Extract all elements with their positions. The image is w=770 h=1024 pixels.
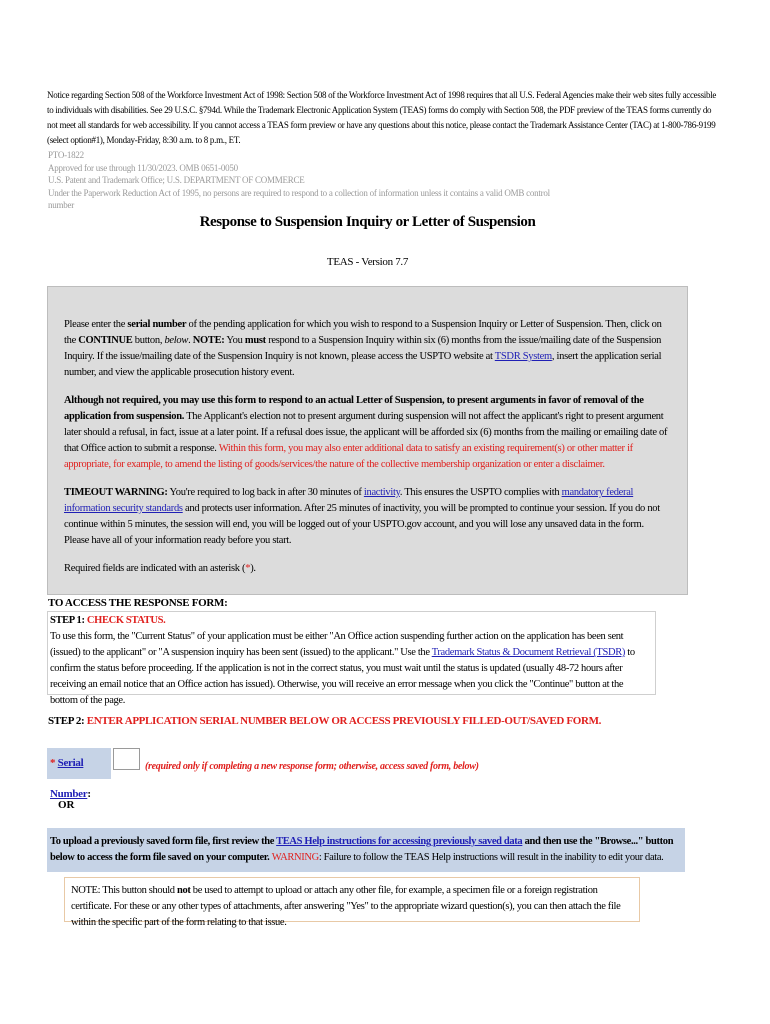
security-standards-link[interactable]: mandatory federal information security standards (64, 487, 634, 514)
serial-number-row (47, 748, 479, 800)
paperwork-notice: Under the Paperwork Reduction Act of 1995, no persons are required to respond to a collection of information unless it contains a valid OMB control number (48, 187, 550, 210)
serial-number-label: * Serial Number: (47, 748, 111, 779)
upload-instructions: To upload a previously saved form file, first review the TEAS Help instructions for accessing previously saved data and then use the "Browse..." button below to access the form file saved on your computer. WARNING: Failure to follow the TEAS Help instructions will result in the inability to edit your data. (47, 828, 685, 872)
page-title: Response to Suspension Inquiry or Letter of Suspension (199, 214, 536, 230)
step1-text: To use this form, the "Current Status" of your application must be either "An Office action suspending further action on the application has been sent (issued) to the applicant" or "A suspension inquiry has been sent (issued) to the applicant." Use the Trademark Status & Document Retrieval (TSDR) to confirm the status before proceeding. If the application is not in the correct status, you must wait until the status is updated (usually 48-72 hours after receiving an email notice that an Office action has issued). Otherwise, you will receive an error message when you click the "Continue" button at the bottom of the page. (50, 631, 635, 706)
form-number: PTO-1822 (48, 150, 84, 160)
instructions-suspension-paragraph: Although not required, you may use this form to respond to an actual Letter of Suspension, to present arguments in favor of removal of the application from suspension. The Applicant's election not to present argument during suspension will not affect the applicant's right to present argument later should a refusal, in fact, issue at a later point. If a refusal does issue, the applicant will be afforded six (6) months from the mailing or emailing date of that Office action to submit a response. Within this form, you may also enter additional data to satisfy an existing requirement(s) or other matter if appropriate, for example, to amend the listing of goods/services/the nature of the collective membership organization or enter a disclaimer. (64, 395, 668, 470)
instructions-serial-paragraph: Please enter the serial number of the pending application for which you wish to respond to a Suspension Inquiry or Letter of Suspension. Then, click on the CONTINUE button, below. NOTE: You must respond to a Suspension Inquiry within six (6) months from the issue/mailing date of the Suspension Inquiry. If the issue/mailing date of the Suspension Inquiry is not known, please access the USPTO website at TSDR System, insert the application serial number, and view the applicable prosecution history event. (64, 319, 662, 378)
inactivity-link[interactable]: inactivity (363, 487, 400, 498)
tsdr-link[interactable]: Trademark Status & Document Retrieval (TSDR) (431, 647, 626, 658)
required-asterisk: * (50, 757, 56, 769)
required-fields-note: Required fields are indicated with an asterisk (*). (64, 563, 256, 574)
section-508-notice: Notice regarding Section 508 of the Workforce Investment Act of 1998: Section 508 of the Workforce Investment Act of 1998 requires that all U.S. Federal Agencies make their web sites fully accessible to individuals with disabilities. See 29 U.S.C. §794d. While the Trademark Electronic Application System (TEAS) forms do comply with Section 508, the PDF preview of the TEAS forms currently do not meet all standards for web accessibility. If you cannot access a TEAS form preview or have any questions about this notice, please contact the Trademark Assistance Center (TAC) at 1-800-786-9199 (select option#1), Monday-Friday, 8:30 a.m. to 8 p.m., ET. (47, 90, 717, 145)
or-separator: OR (58, 799, 75, 811)
step1-heading: STEP 1: CHECK STATUS. (50, 615, 166, 626)
teas-help-link[interactable]: TEAS Help instructions for accessing previously saved data (276, 836, 523, 847)
step2-heading: STEP 2: ENTER APPLICATION SERIAL NUMBER BELOW OR ACCESS PREVIOUSLY FILLED-OUT/SAVED FORM. (48, 715, 602, 727)
access-heading: TO ACCESS THE RESPONSE FORM: (48, 597, 228, 609)
agency-line: U.S. Patent and Trademark Office; U.S. DEPARTMENT OF COMMERCE (48, 175, 305, 185)
tsdr-system-link[interactable]: TSDR System (494, 351, 552, 362)
instructions-panel (47, 286, 688, 595)
upload-note: NOTE: This button should not be used to attempt to upload or attach any other file, for example, a specimen file or a foreign registration certificate. For these or any other types of attachments, after answering "Yes" to the appropriate wizard question(s), you can then attach the file within the specific part of the form relating to that issue. (64, 877, 640, 922)
serial-number-help-link[interactable]: Serial Number (50, 757, 88, 800)
serial-number-input[interactable] (113, 748, 140, 770)
timeout-warning: TIMEOUT WARNING: You're required to log back in after 30 minutes of inactivity. This ensures the USPTO complies with mandatory federal information security standards and protects user information. After 25 minutes of inactivity, you will be prompted to continue your session. If you do not continue within 5 minutes, the session will end, you will be logged out of your USPTO.gov account, and you will lose any unsaved data in the form. Please have all of your information ready before you start. (64, 487, 660, 546)
form-metadata (48, 149, 568, 212)
serial-number-hint: (required only if completing a new response form; otherwise, access saved form, below) (145, 761, 479, 772)
step1-box (47, 611, 656, 706)
omb-approval: Approved for use through 11/30/2023. OMB 0651-0050 (48, 162, 238, 173)
form-version: TEAS - Version 7.7 (326, 256, 409, 268)
